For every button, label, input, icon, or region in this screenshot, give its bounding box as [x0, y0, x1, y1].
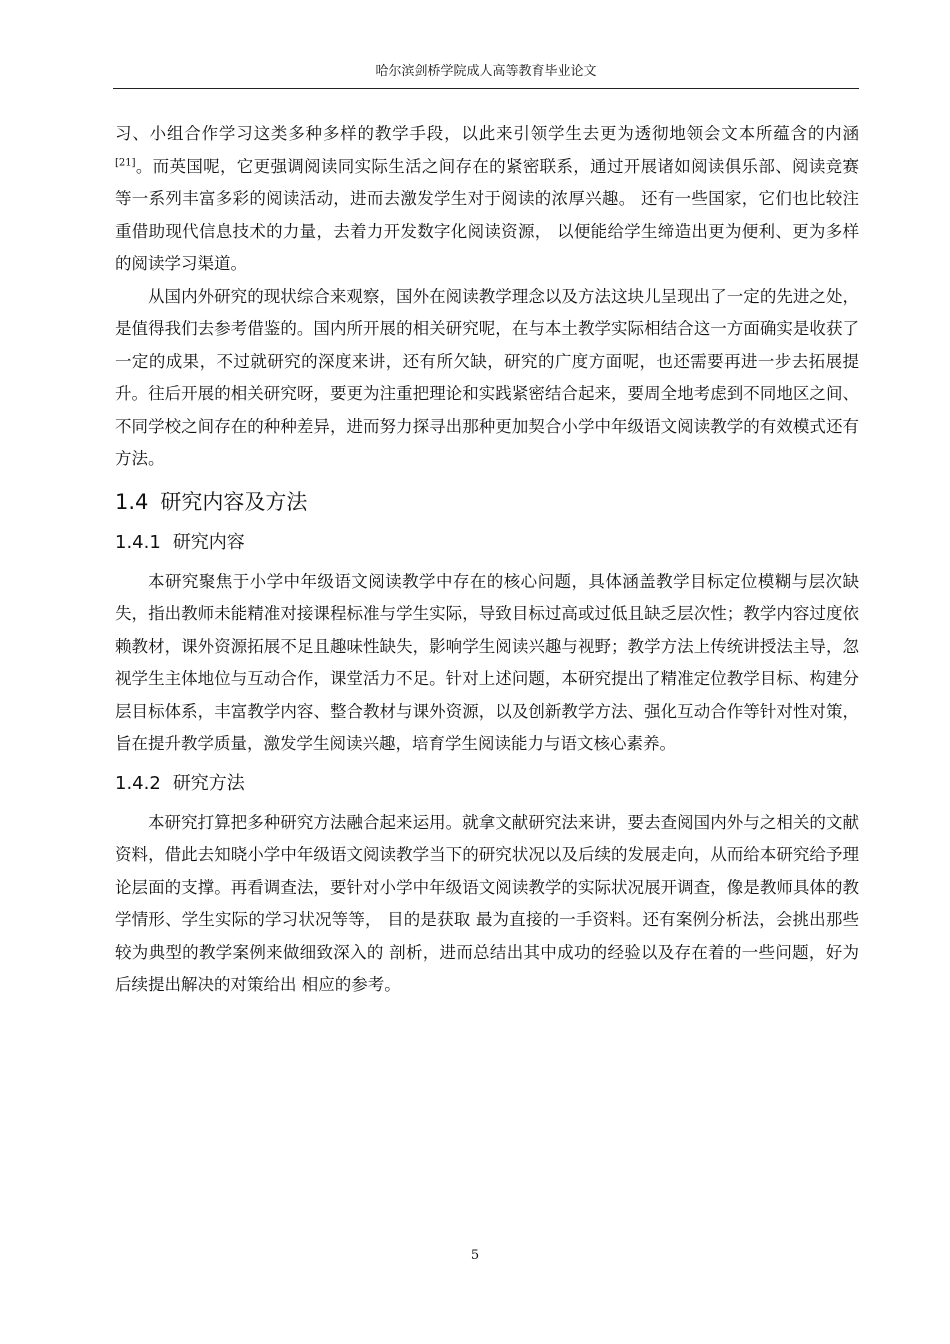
- running-header: 哈尔滨剑桥学院成人高等教育毕业论文: [375, 64, 597, 79]
- paragraph-research-methods: 本研究打算把多种研究方法融合起来运用。就拿文献研究法来讲，要去查阅国内外与之相关的文献资料，借此去知晓小学中年级语文阅读教学当下的研究状况以及后续的发展走向，从而给本研究给予理论层面的支撑。再看调查法，要针对小学中年级语文阅读教学的实际状况展开调查，像是教师具体的教学情形、学生实际的学习状况等等， 目的是获取 最为直接的一手资料。还有案例分析法，会挑出那些较为典型的教学案例来做细致深入的 剖析，进而总结出其中成功的经验以及存在着的一些问题，好为后续提出解决的对策给出 相应的参考。: [115, 812, 859, 994]
- section-number: 1.4: [115, 489, 149, 514]
- paragraph-text: 。而英国呢，它更强调阅读同实际生活之间存在的紧密联系，通过开展诸如阅读俱乐部、阅读竞赛等一系列丰富多彩的阅读活动，进而去激发学生对于阅读的浓厚兴趣。 还有一些国家，它们也比较注重借助现代信息技术的力量，去着力开发数字化阅读资源， 以便能给学生缔造出更为便利、更为多样的阅读学习渠道。: [115, 156, 859, 273]
- subsection-number: 1.4.1: [115, 531, 161, 553]
- section-heading-1-4: [115, 488, 859, 516]
- citation-marker: [21]: [115, 157, 136, 168]
- subsection-title: 研究方法: [172, 772, 245, 794]
- subsection-heading-1-4-1: [115, 530, 859, 556]
- paragraph-continued: [115, 118, 859, 281]
- paragraph-research-content: 本研究聚焦于小学中年级语文阅读教学中存在的核心问题，具体涵盖教学目标定位模糊与层次缺失，指出教师未能精准对接课程标准与学生实际，导致目标过高或过低且缺乏层次性；教学内容过度依赖教材，课外资源拓展不足且趣味性缺失，影响学生阅读兴趣与视野；教学方法上传统讲授法主导，忽视学生主体地位与互动合作，课堂活力不足。针对上述问题，本研究提出了精准定位教学目标、构建分层目标体系，丰富教学内容、整合教材与课外资源，以及创新教学方法、强化互动合作等针对性对策，旨在提升教学质量，激发学生阅读兴趣，培育学生阅读能力与语文核心素养。: [115, 571, 859, 753]
- page-body: [115, 118, 859, 1002]
- paragraph-summary: 从国内外研究的现状综合来观察，国外在阅读教学理念以及方法这块儿呈现出了一定的先进之处，是值得我们去参考借鉴的。国内所开展的相关研究呢，在与本土教学实际相结合这一方面确实是收获了一定的成果，不过就研究的深度来讲，还有所欠缺，研究的广度方面呢，也还需要再进一步去拓展提升。往后开展的相关研究呀，要更为注重把理论和实践紧密结合起来，要周全地考虑到不同地区之间、不同学校之间存在的种种差异，进而努力探寻出那种更加契合小学中年级语文阅读教学的有效模式还有方法。: [115, 286, 859, 468]
- header-rule: [113, 88, 859, 89]
- subsection-title: 研究内容: [172, 531, 245, 553]
- paragraph-text: 习、小组合作学习这类多种多样的教学手段，以此来引领学生去更为透彻地领会文本所蕴含的内涵: [115, 124, 859, 143]
- page-number: 5: [470, 1248, 480, 1263]
- section-title: 研究内容及方法: [160, 489, 308, 514]
- subsection-number: 1.4.2: [115, 772, 161, 794]
- subsection-heading-1-4-2: [115, 771, 859, 797]
